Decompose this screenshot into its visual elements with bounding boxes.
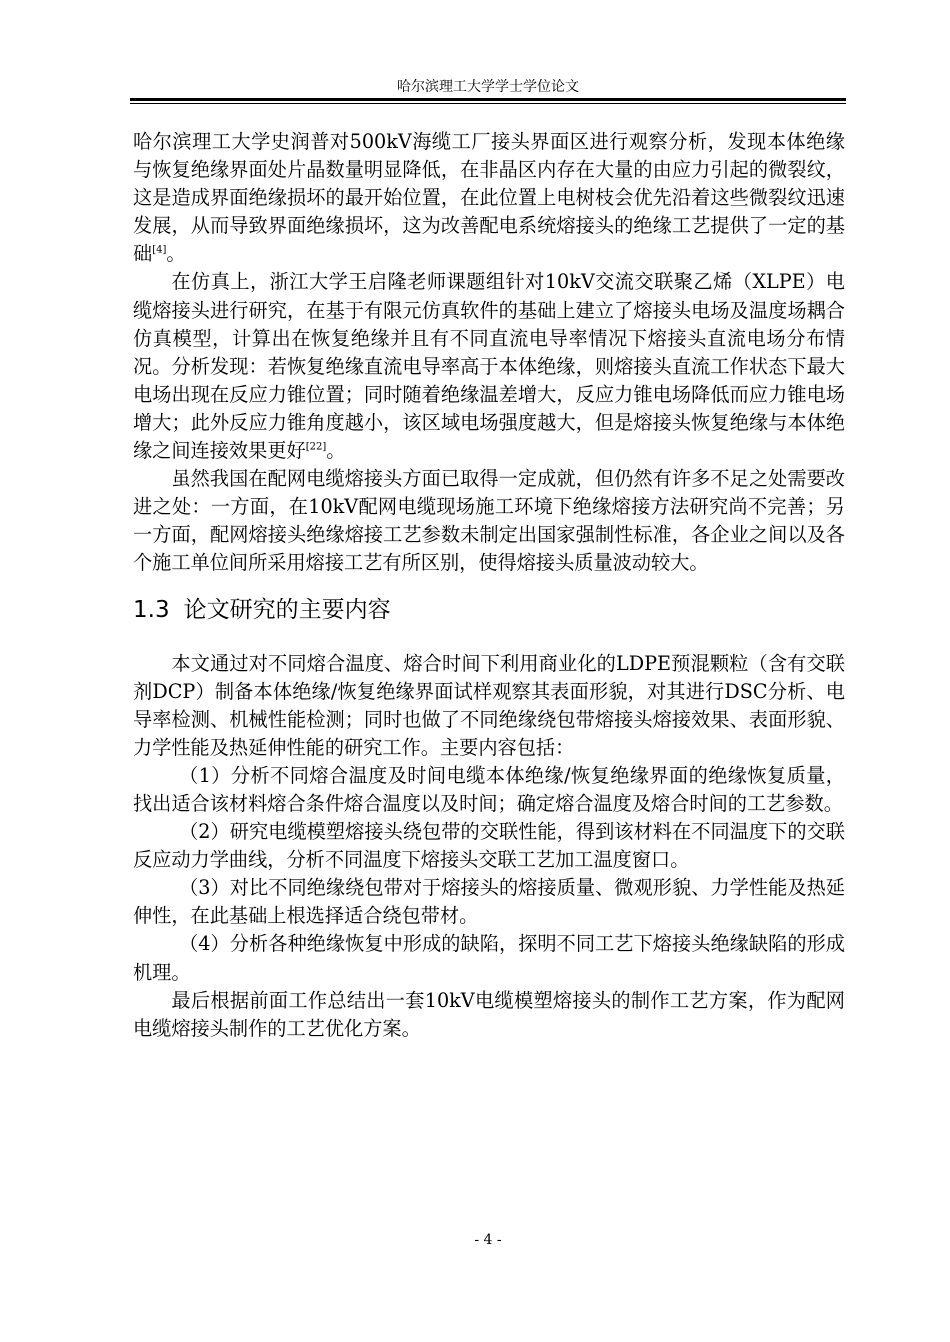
page-number: - 4 -: [474, 1232, 502, 1248]
list-item: （1）分析不同熔合温度及时间电缆本体绝缘/恢复绝缘界面的绝缘恢复质量，找出适合该材料熔合条件熔合温度以及时间；确定熔合温度及熔合时间的工艺参数。: [133, 763, 845, 815]
paragraph-2: [133, 268, 845, 465]
section-number: 1.3: [133, 596, 170, 623]
paragraph-3: 虽然我国在配网电缆熔接头方面已取得一定成就，但仍然有许多不足之处需要改进之处：一方面，在10kV配网电缆现场施工环境下绝缘熔接方法研究尚不完善；另一方面，配网熔接头绝缘熔接工艺参数未制定出国家强制性标准，各企业之间以及各个施工单位间所采用熔接工艺有所区别，使得熔接头质量波动较大。: [133, 467, 845, 575]
list-item: （3）对比不同绝缘绕包带对于熔接头的熔接质量、微观形貌、力学性能及热延伸性，在此基础上根选择适合绕包带材。: [133, 876, 845, 928]
list-item: （4）分析各种绝缘恢复中形成的缺陷，探明不同工艺下熔接头绝缘缺陷的形成机理。: [133, 932, 845, 984]
section-heading: [133, 590, 845, 630]
paragraph-1-text: 哈尔滨理工大学史润普对500kV海缆工厂接头界面区进行观察分析，发现本体绝缘与恢复绝缘界面处片晶数量明显降低，在非晶区内存在大量的由应力引起的微裂纹，这是造成界面绝缘损坏的最开始位置，在此位置上电树枝会优先沿着这些微裂纹迅速发展，从而导致界面绝缘损坏，这为改善配电系统熔接头的绝缘工艺提供了一定的基础: [133, 130, 845, 266]
content-conclusion: 最后根据前面工作总结出一套10kV电缆模塑熔接头的制作工艺方案，作为配网电缆熔接头制作的工艺优化方案。: [133, 988, 845, 1040]
running-header: 哈尔滨理工大学学士学位论文: [397, 79, 579, 95]
paragraph-2-tail: 。: [326, 439, 346, 463]
citation: [22]: [305, 441, 327, 453]
section-title: 论文研究的主要内容: [183, 596, 391, 623]
citation: [4]: [152, 244, 167, 256]
paragraph-2-text: 在仿真上，浙江大学王启隆老师课题组针对10kV交流交联聚乙烯（XLPE）电缆熔接头进行研究，在基于有限元仿真软件的基础上建立了熔接头电场及温度场耦合仿真模型，计算出在恢复绝缘并且有不同直流电导率情况下熔接头直流电场分布情况。分析发现：若恢复绝缘直流电导率高于本体绝缘，则熔接头直流工作状态下最大电场出现在反应力锥位置；同时随着绝缘温差增大，反应力锥电场降低而应力锥电场增大；此外反应力锥角度越小，该区域电场强度越大，但是熔接头恢复绝缘与本体绝缘之间连接效果更好: [133, 270, 845, 463]
header-rule-thin: [130, 103, 846, 104]
list-item: （2）研究电缆模塑熔接头绕包带的交联性能，得到该材料在不同温度下的交联反应动力学曲线，分析不同温度下熔接头交联工艺加工温度窗口。: [133, 820, 845, 872]
paragraph-1-tail: 。: [166, 242, 186, 266]
header-rule-thick: [130, 98, 846, 101]
page-body: [133, 128, 845, 1043]
paragraph-1: [133, 128, 845, 268]
content-intro: 本文通过对不同熔合温度、熔合时间下利用商业化的LDPE预混颗粒（含有交联剂DCP）制备本体绝缘/恢复绝缘界面试样观察其表面形貌，对其进行DSC分析、电导率检测、机械性能检测；同时也做了不同绝缘绕包带熔接头熔接效果、表面形貌、力学性能及热延伸性能的研究工作。主要内容包括：: [133, 651, 845, 759]
